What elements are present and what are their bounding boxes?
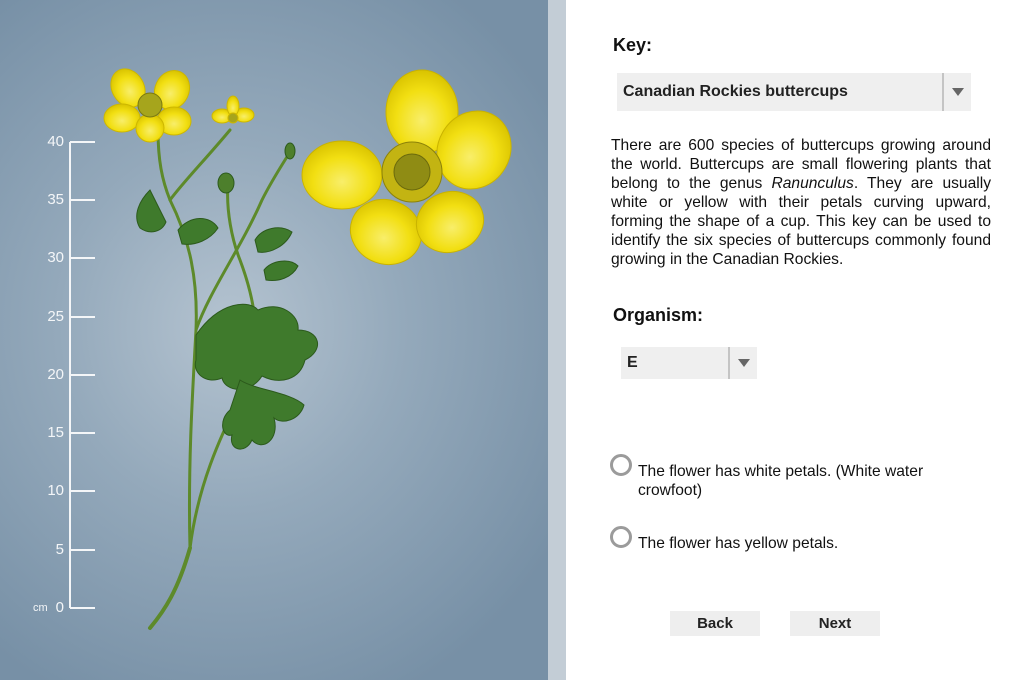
key-select[interactable] <box>617 73 971 111</box>
genus-name: Ranunculus <box>771 175 854 192</box>
organism-heading: Organism: <box>613 305 704 325</box>
ruler-scale <box>0 0 120 680</box>
ruler-tick-label: 10 <box>47 482 64 499</box>
chevron-down-icon[interactable] <box>738 359 750 367</box>
ruler-tick-label: 15 <box>47 424 64 441</box>
select-separator <box>942 73 944 111</box>
tiny-flower <box>212 96 254 123</box>
organism-select[interactable] <box>621 347 757 379</box>
ruler-tick-label: 5 <box>55 541 64 558</box>
description-text-1: There are 600 species of buttercups growing around the world. Buttercups are small flowering plants that belong to the genus <box>611 137 991 192</box>
ruler-tick-label: 30 <box>47 249 64 266</box>
key-panel <box>566 0 1024 680</box>
ruler-unit: cm <box>33 602 48 614</box>
key-description <box>611 136 991 269</box>
ruler-tick-label: 20 <box>47 366 64 383</box>
key-heading: Key: <box>613 35 653 55</box>
ruler-tick-label: 25 <box>47 308 64 325</box>
chevron-down-icon[interactable] <box>952 88 964 96</box>
next-button[interactable]: Next <box>790 611 880 636</box>
ruler <box>0 0 120 680</box>
ruler-tick-label: 35 <box>47 191 64 208</box>
option-label: The flower has white petals. (White water crowfoot) <box>638 463 924 499</box>
large-flower <box>302 70 525 274</box>
option-white-petals[interactable] <box>610 462 958 500</box>
option-label: The flower has yellow petals. <box>638 535 839 552</box>
key-select-value: Canadian Rockies buttercups <box>623 83 848 100</box>
buds <box>218 143 295 193</box>
back-button[interactable]: Back <box>670 611 760 636</box>
description-text-2: . They are usually white or yellow with their petals curving upward, forming the shape of a cup. This key can be used to identify the six species of buttercups commonly found growing in the Canadian Rockies. <box>611 175 992 268</box>
ruler-tick-label: 40 <box>47 133 64 150</box>
ruler-tick-label: 0 <box>55 599 64 616</box>
panel-divider <box>548 0 566 680</box>
option-yellow-petals[interactable] <box>610 534 958 553</box>
radio-button[interactable] <box>610 526 632 548</box>
select-separator <box>728 347 730 379</box>
organism-select-value: E <box>627 354 638 371</box>
radio-button[interactable] <box>610 454 632 476</box>
leaves <box>137 190 318 449</box>
